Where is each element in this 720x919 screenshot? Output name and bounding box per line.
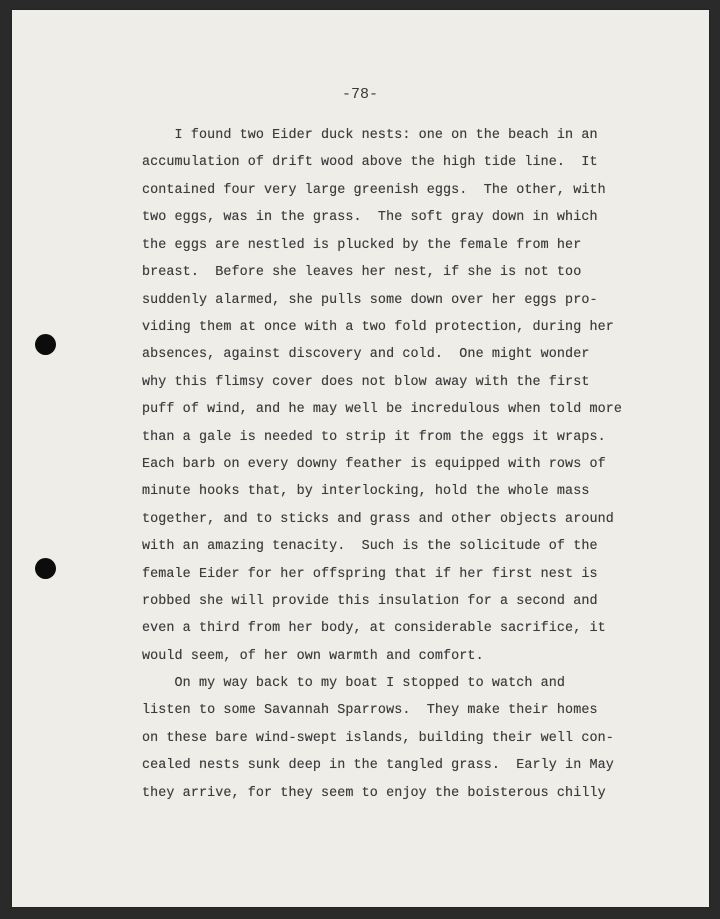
punch-hole-bottom [35,558,56,579]
page-number: -78- [341,86,378,103]
text-line: I found two Eider duck nests: one on the beach in an [142,128,598,143]
text-line: contained four very large greenish eggs. The other, with [142,183,606,198]
text-line: On my way back to my boat I stopped to watch and [142,676,566,691]
text-line: on these bare wind-swept islands, building their well con- [142,731,614,746]
text-line: two eggs, was in the grass. The soft gray down in which [142,210,598,225]
text-line: robbed she will provide this insulation for a second and [142,594,598,609]
text-line: together, and to sticks and grass and other objects around [142,512,614,527]
text-line: why this flimsy cover does not blow away with the first [142,375,590,390]
text-line: the eggs are nestled is plucked by the female from her [142,238,582,253]
text-line: viding them at once with a two fold protection, during her [142,320,614,335]
text-line: they arrive, for they seem to enjoy the boisterous chilly [142,786,606,801]
text-line: with an amazing tenacity. Such is the solicitude of the [142,539,598,554]
text-line: puff of wind, and he may well be incredulous when told more [142,402,623,417]
text-line: than a gale is needed to strip it from the eggs it wraps. [142,430,606,445]
text-line: accumulation of drift wood above the high tide line. It [142,155,598,170]
text-line: listen to some Savannah Sparrows. They make their homes [142,703,598,718]
punch-hole-top [35,334,56,355]
text-line: female Eider for her offspring that if her first nest is [142,567,598,582]
text-line: absences, against discovery and cold. One might wonder [142,347,590,362]
text-line: Each barb on every downy feather is equipped with rows of [142,457,606,472]
text-line: suddenly alarmed, she pulls some down over her eggs pro- [142,293,598,308]
text-line: would seem, of her own warmth and comfort. [142,649,484,664]
text-line: breast. Before she leaves her nest, if she is not too [142,265,582,280]
text-line: minute hooks that, by interlocking, hold the whole mass [142,484,590,499]
text-line: even a third from her body, at considerable sacrifice, it [142,621,606,636]
text-line: cealed nests sunk deep in the tangled grass. Early in May [142,758,614,773]
